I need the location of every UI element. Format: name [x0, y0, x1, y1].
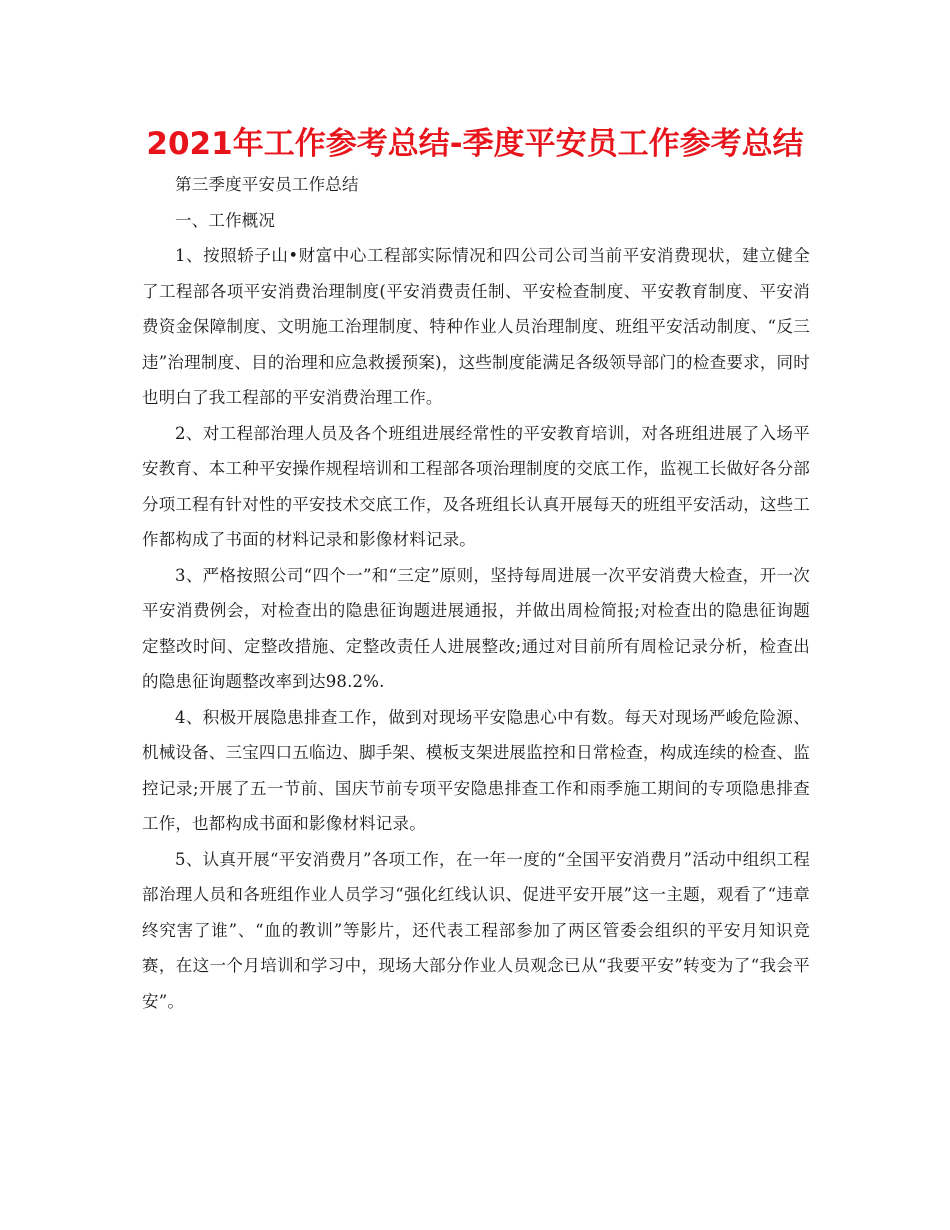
section-heading: 一、工作概况: [175, 210, 276, 230]
paragraph-3: 3、严格按照公司“四个一”和“三定”原则，坚持每周进展一次平安消费大检查，开一次平安消费例会，对检查出的隐患征询题进展通报，并做出周检简报;对检查出的隐患征询题定整改时间、定整改措施、定整改责任人进展整改;通过对目前所有周检记录分析，检查出的隐患征询题整改率到达98.2%.: [142, 565, 810, 691]
document-body: [142, 167, 810, 1019]
document-title: 2021年工作参考总结-季度平安员工作参考总结: [146, 126, 804, 162]
paragraph-4: 4、积极开展隐患排查工作，做到对现场平安隐患心中有数。每天对现场严峻危险源、机械设备、三宝四口五临边、脚手架、模板支架进展监控和日常检查，构成连续的检查、监控记录;开展了五一节前、国庆节前专项平安隐患排查工作和雨季施工期间的专项隐患排查工作，也都构成书面和影像材料记录。: [142, 707, 810, 833]
paragraph-5: 5、认真开展“平安消费月”各项工作，在一年一度的“全国平安消费月”活动中组织工程部治理人员和各班组作业人员学习“强化红线认识、促进平安开展”这一主题，观看了“违章终究害了谁”、“血的教训”等影片，还代表工程部参加了两区管委会组织的平安月知识竞赛，在这一个月培训和学习中，现场大部分作业人员观念已从“我要平安”转变为了“我会平安”。: [142, 849, 810, 1011]
paragraph-1: 1、按照轿子山•财富中心工程部实际情况和四公司公司当前平安消费现状，建立健全了工程部各项平安消费治理制度(平安消费责任制、平安检查制度、平安教育制度、平安消费资金保障制度、文明施工治理制度、特种作业人员治理制度、班组平安活动制度、“反三违”治理制度、目的治理和应急救援预案)，这些制度能满足各级领导部门的检查要求，同时也明白了我工程部的平安消费治理工作。: [142, 246, 810, 407]
document-subtitle: 第三季度平安员工作总结: [175, 175, 359, 194]
paragraph-2: 2、对工程部治理人员及各个班组进展经常性的平安教育培训，对各班组进展了入场平安教育、本工种平安操作规程培训和工程部各项治理制度的交底工作，监视工长做好各分部分项工程有针对性的平安技术交底工作，及各班组长认真开展每天的班组平安活动，这些工作都构成了书面的材料记录和影像材料记录。: [142, 423, 810, 549]
